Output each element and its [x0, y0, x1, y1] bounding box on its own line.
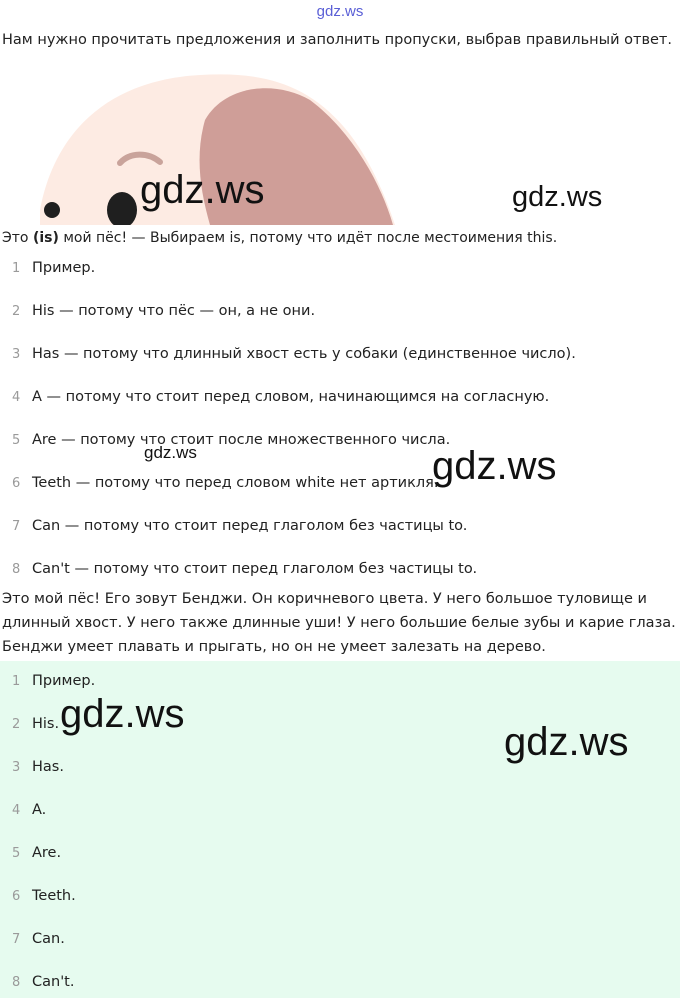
item-number: 3	[12, 346, 21, 362]
list-item	[0, 886, 76, 906]
site-logo[interactable]: gdz.ws	[316, 3, 364, 20]
list-item	[0, 430, 450, 450]
item-text: Has — потому что длинный хвост есть у собаки (единственное число).	[32, 346, 576, 362]
item-text: Пример.	[32, 673, 96, 689]
item-number: 4	[12, 389, 21, 405]
item-text: Teeth — потому что перед словом white нет артикля.	[32, 475, 439, 491]
item-text: Teeth.	[32, 888, 76, 904]
explanation-highlight: (is)	[32, 230, 59, 246]
item-number: 5	[12, 845, 21, 861]
list-item	[0, 972, 74, 992]
item-text: His.	[32, 716, 60, 732]
item-text: A.	[32, 802, 47, 818]
item-number: 7	[12, 518, 21, 534]
item-text: His — потому что пёс — он, а не они.	[32, 303, 316, 319]
list-item	[0, 800, 46, 820]
item-number: 5	[12, 432, 21, 448]
list-item	[0, 929, 65, 949]
list-item	[0, 671, 95, 691]
item-number: 2	[12, 716, 21, 732]
list-item	[0, 559, 477, 579]
item-text: Can.	[32, 931, 65, 947]
intro-text: Нам нужно прочитать предложения и заполнить пропуски, выбрав правильный ответ.	[2, 32, 672, 48]
watermark: gdz.ws	[60, 692, 185, 736]
dog-nose-shape	[44, 202, 60, 218]
item-number: 6	[12, 888, 21, 904]
list-item	[0, 258, 95, 278]
list-item	[0, 714, 59, 734]
list-item	[0, 473, 438, 493]
list-item	[0, 516, 467, 536]
watermark: gdz.ws	[504, 720, 629, 764]
list-item	[0, 757, 64, 777]
explanation-line: Это (is) мой пёс! — Выбираем is, потому что идёт после местоимения this.	[2, 230, 558, 246]
item-number: 1	[12, 260, 21, 276]
item-text: Has.	[32, 759, 64, 775]
list-item	[0, 843, 61, 863]
item-number: 7	[12, 931, 21, 947]
item-number: 8	[12, 561, 21, 577]
item-text: Can't — потому что стоит перед глаголом без частицы to.	[32, 561, 478, 577]
story-paragraph: Это мой пёс! Его зовут Бенджи. Он коричневого цвета. У него большое туловище и длинный хвост. У него также длинные уши! У него большие белые зубы и карие глаза. Бенджи умеет плавать и прыгать, но он не умеет залезать на дерево.	[2, 591, 676, 655]
item-text: Can't.	[32, 974, 75, 990]
watermark: gdz.ws	[140, 168, 265, 212]
item-number: 3	[12, 759, 21, 775]
item-number: 4	[12, 802, 21, 818]
list-item	[0, 344, 576, 364]
watermark: gdz.ws	[432, 444, 557, 488]
item-text: A — потому что стоит перед словом, начинающимся на согласную.	[32, 389, 550, 405]
item-text: Are.	[32, 845, 62, 861]
item-number: 6	[12, 475, 21, 491]
list-item	[0, 387, 549, 407]
item-number: 8	[12, 974, 21, 990]
item-text: Пример.	[32, 260, 96, 276]
item-number: 1	[12, 673, 21, 689]
list-item	[0, 301, 315, 321]
watermark: gdz.ws	[512, 181, 603, 213]
item-text: Can — потому что стоит перед глаголом без частицы to.	[32, 518, 468, 534]
watermark: gdz.ws	[144, 443, 197, 462]
item-text: Are — потому что стоит после множественного числа.	[32, 432, 451, 448]
item-number: 2	[12, 303, 21, 319]
